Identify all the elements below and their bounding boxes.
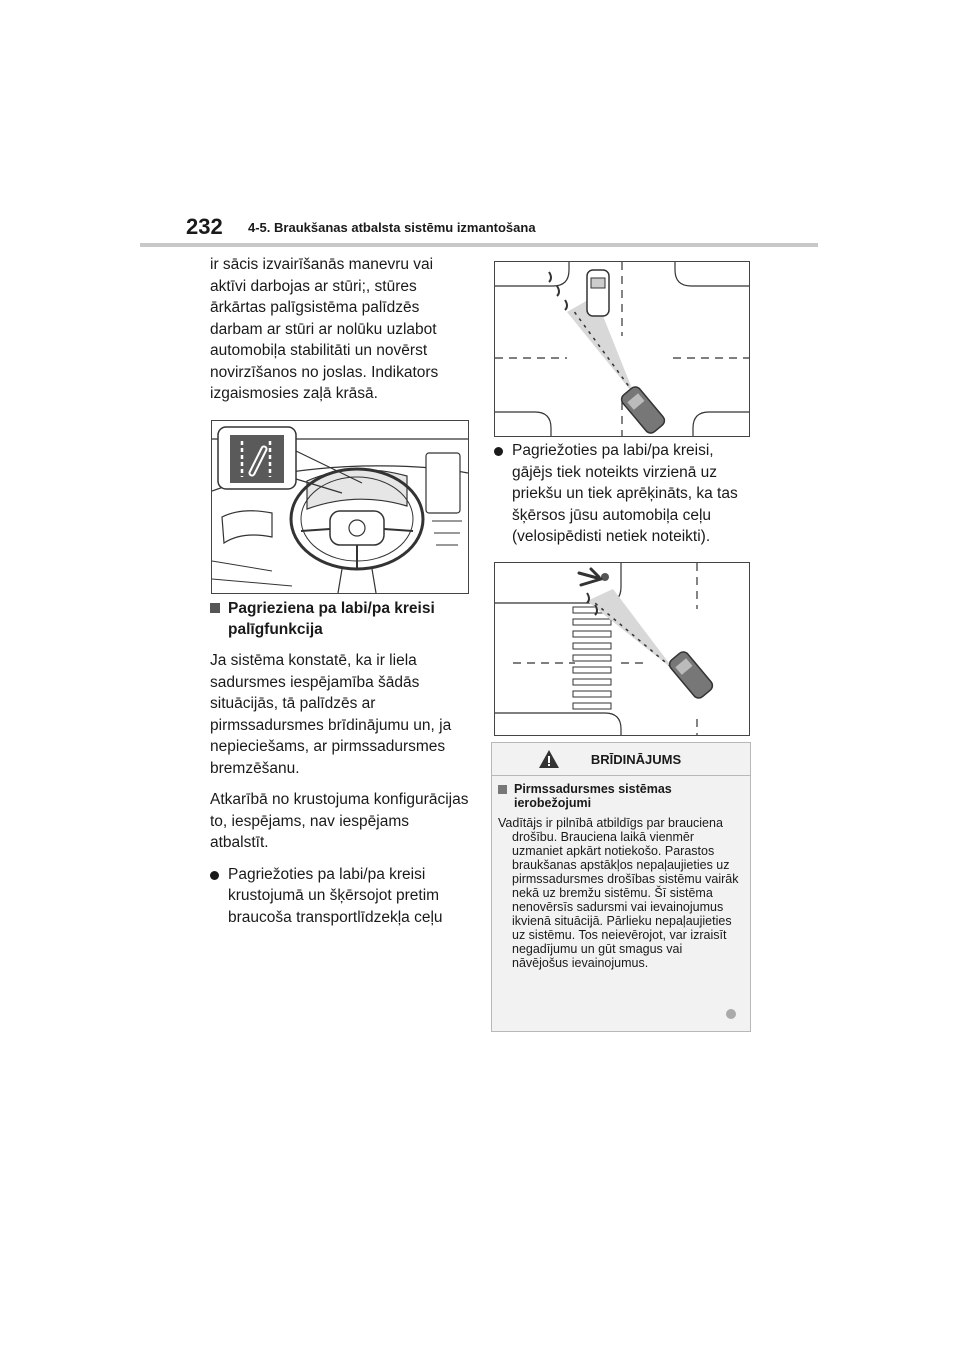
bullet-oncoming-vehicle: Pagriežoties pa labi/pa kreisi krustojumā un šķērsojot pretim braucoša transportlīdzekļa ceļu: [210, 864, 470, 929]
intro-block: [210, 254, 470, 405]
bullet-pedestrian: Pagriežoties pa labi/pa kreisi, gājējs tiek noteikts virzienā uz priekšu un tiek aprēķināts, ka tas šķērsos jūsu automobiļa ceļu (velosipēdisti netiek noteikti).: [494, 440, 754, 548]
right-bullet-block: [494, 440, 754, 548]
warning-header: [492, 743, 750, 776]
bullet-dot-icon: [210, 871, 219, 880]
intersection-vehicle-figure: [494, 261, 750, 437]
subheading-turn-assist: Pagrieziena pa labi/pa kreisi palīgfunkcija: [210, 598, 470, 640]
warning-subheading: Pirmssadursmes sistēmas ierobežojumi: [498, 782, 742, 810]
warning-text: Vadītājs ir pilnībā atbildīgs par brauciena drošību. Brauciena laikā vienmēr uzmaniet apkārt notiekošo. Parastos braukšanas apstākļos nepaļaujieties uz pirmssadursmes drošības sistēmu vairāk nekā uz bremžu sistēmu. Šī sistēma nenovērsīs sadursmi vai ievainojumus ikvienā situācijā. Pārlieku nepaļaujieties uz sistēmu. Tos neievērojot, var izraisīt negadījumu un gūt smagus vai nāvējošus ievainojumus.: [498, 816, 739, 970]
intro-text: ir sācis izvairīšanās manevru vai aktīvi darbojas ar stūri;, stūres ārkārtas palīgsistēma palīdzēs darbam ar stūri ar nolūku uzlabot automobiļa stabilitāti un novērst novirzīšanos no joslas. Indikators izgaismosies zaļā krāsā.: [210, 256, 439, 402]
square-bullet-icon: [498, 785, 507, 794]
warning-title: BRĪDINĀJUMS: [590, 751, 682, 767]
paragraph-1: Ja sistēma konstatē, ka ir liela sadursmes iespējamība šādās situācijās, tā palīdzēs ar pirmssadursmes brīdinājumu un, ja nepieciešams, ar pirmssadursmes bremzēšanu.: [210, 652, 452, 777]
header-rule: [140, 243, 818, 247]
dashboard-figure: [211, 420, 469, 594]
section-title: 4-5. Braukšanas atbalsta sistēmu izmantošana: [248, 220, 536, 235]
warning-triangle-icon: [538, 749, 560, 769]
left-lower-block: [210, 598, 470, 928]
warning-box: [491, 742, 751, 1032]
end-mark-icon: [726, 1009, 736, 1019]
square-bullet-icon: [210, 603, 220, 613]
page-number: 232: [186, 214, 223, 239]
pedestrian-crossing-figure: [494, 562, 750, 736]
bullet-dot-icon: [494, 447, 503, 456]
paragraph-2: Atkarībā no krustojuma konfigurācijas to, iespējams, nav iespējams atbalstīt.: [210, 791, 469, 851]
